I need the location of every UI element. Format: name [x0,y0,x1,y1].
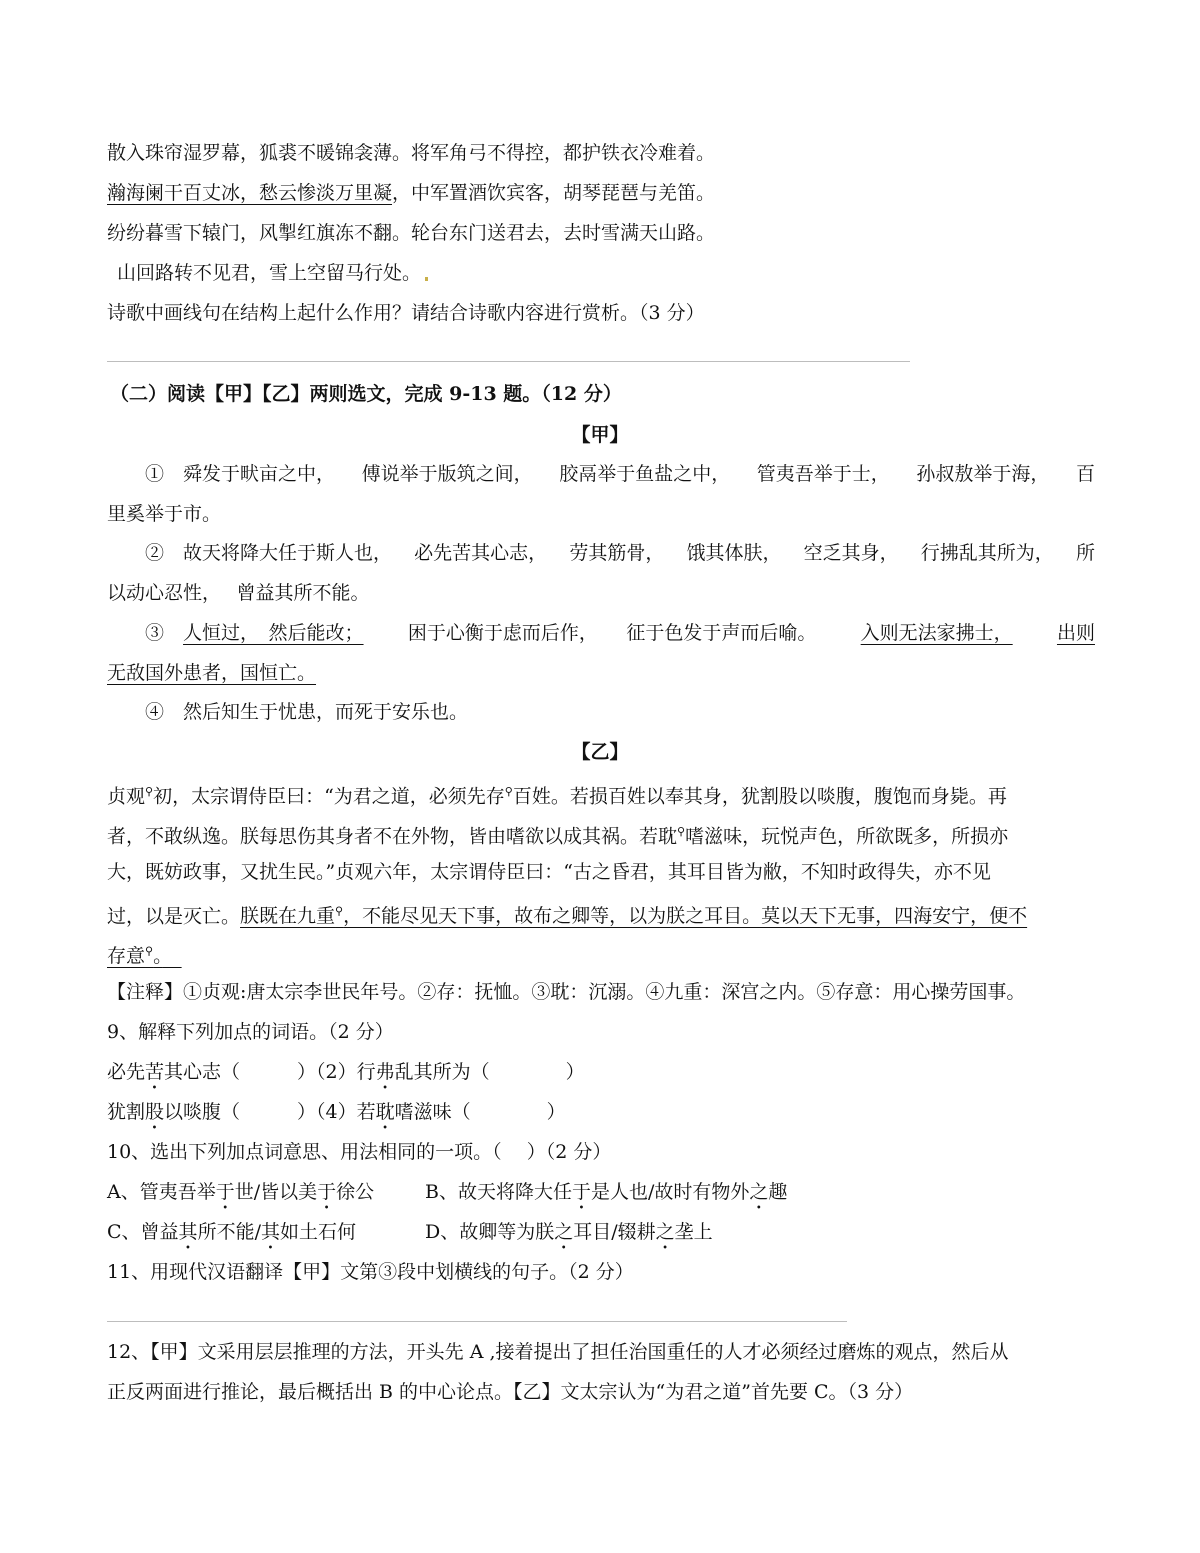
dotted-word: 耽 [375,1101,395,1123]
q12-line-1: 12、【甲】文采用层层推理的方法，开头先 A ,接着提出了担任治国重任的人才必须经过磨炼的观点，然后从 [107,1341,1009,1363]
answer-line [107,1321,847,1322]
answer-line [107,361,910,362]
jia-title: 【甲】 [571,424,629,446]
jia-paragraph-3: ③ 人恒过， 然后能改； 困于心衡于虑而后作， 征于色发于声而后喻。 入则无法家拂士， 出则 [107,619,1095,647]
speck-mark [425,277,428,281]
underlined-sentence-2a: 入则无法家拂士， [860,622,1013,644]
q12-line-2: 正反两面进行推论，最后概括出 B 的中心论点。【乙】文太宗认为“为君之道”首先要 C。（3 分） [107,1381,914,1403]
q10-option-c: C、曾益其所不能/其如土石何 [107,1221,356,1243]
poem-line-4: 山回路转不见君，雪上空留马行处。 [117,259,428,287]
poem-line-2: 瀚海阑干百丈冰，愁云惨淡万里凝，中军置酒饮宾客，胡琴琵琶与羌笛。 [107,182,716,204]
underlined-yi-sentence-cont: 存意⚲。 [107,945,163,968]
jia-paragraph-2: ② 故天将降大任于斯人也， 必先苦其心志， 劳其筋骨， 饿其体肤， 空乏其身， 行拂乱其所为， 所 [145,542,1095,564]
q9-items-3-4: 犹割股以啖腹（ ）（4）若耽嗜滋味（ ） [107,1101,566,1123]
underlined-sentence-1: 人恒过， 然后能改； [183,622,364,644]
q10-stem: 10、选出下列加点词意思、用法相同的一项。（ ）（2 分） [107,1141,612,1163]
footnote-mark: ⚲ [145,785,154,798]
annotation-note: 【注释】①贞观:唐太宗李世民年号。②存：抚恤。③耽：沉溺。④九重：深宫之内。⑤存意：用心操劳国事。 [107,981,1026,1003]
jia-paragraph-1-cont: 里奚举于市。 [107,503,222,525]
dotted-word: 弗 [375,1061,395,1083]
q9-stem: 9、解释下列加点的词语。（2 分） [107,1021,394,1043]
underlined-poem-phrase: 瀚海阑干百丈冰，愁云惨淡万里凝 [107,182,393,204]
underlined-sentence-2c: 无敌国外患者，国恒亡。 [107,662,317,684]
q10-option-d: D、故卿等为朕之耳目/辍耕之垄上 [425,1221,713,1243]
yi-line-4: 过，以是灭亡。朕既在九重⚲，不能尽见天下事，故布之卿等，以为朕之耳目。莫以天下无事，四海安宁，便不 [107,905,1028,928]
yi-title: 【乙】 [571,741,629,763]
poem-line-3: 纷纷暮雪下辕门，风掣红旗冻不翻。轮台东门送君去，去时雪满天山路。 [107,222,716,244]
q9-items-1-2: 必先苦其心志（ ）（2）行弗乱其所为（ ） [107,1061,585,1083]
q10-option-b: B、故天将降大任于是人也/故时有物外之趣 [425,1181,788,1203]
dotted-word: 股 [145,1101,165,1123]
footnote-mark: ⚲ [504,785,513,798]
poem-line-1: 散入珠帘湿罗幕，狐裘不暖锦衾薄。将军角弓不得控，都护铁衣冷难着。 [107,142,716,164]
dotted-word: 苦 [145,1061,165,1083]
underlined-yi-sentence: 朕既在九重⚲，不能尽见天下事，故布之卿等，以为朕之耳目。莫以天下无事，四海安宁，便不 [240,905,1028,928]
yi-line-3: 大，既妨政事，又扰生民。”贞观六年，太宗谓侍臣曰：“古之昏君，其耳目皆为敝，不知时政得失，亦不见 [107,861,991,883]
footnote-mark: ⚲ [335,905,344,918]
yi-line-2: 者，不敢纵逸。朕每思伤其身者不在外物，皆由嗜欲以成其祸。若耽⚲嗜滋味，玩悦声色，所欲既多，所损亦 [107,825,1009,848]
jia-paragraph-4: ④ 然后知生于忧患，而死于安乐也。 [145,701,469,723]
jia-paragraph-3-cont [107,659,316,687]
section-heading: （二）阅读【甲】【乙】两则选文，完成 9-13 题。（12 分） [110,383,622,405]
underlined-sentence-2b: 出则 [1056,622,1095,644]
jia-paragraph-1: ① 舜发于畎亩之中， 傅说举于版筑之间， 胶鬲举于鱼盐之中， 管夷吾举于士， 孙叔敖举于海， 百 [145,463,1095,485]
yi-line-5 [107,938,182,970]
footnote-mark: ⚲ [145,945,154,958]
q11-stem: 11、用现代汉语翻译【甲】文第③段中划横线的句子。（2 分） [107,1261,634,1283]
q10-option-a: A、管夷吾举于世/皆以美于徐公 [107,1181,375,1203]
yi-line-1: 贞观⚲初，太宗谓侍臣曰：“为君之道，必须先存⚲百姓。若损百姓以奉其身，犹割股以啖腹，腹饱而身毙。再 [107,785,1007,808]
jia-paragraph-2-cont: 以动心忍性， 曾益其所不能。 [107,582,370,604]
footnote-mark: ⚲ [677,825,686,838]
poem-question: 诗歌中画线句在结构上起什么作用？请结合诗歌内容进行赏析。（3 分） [107,302,705,324]
